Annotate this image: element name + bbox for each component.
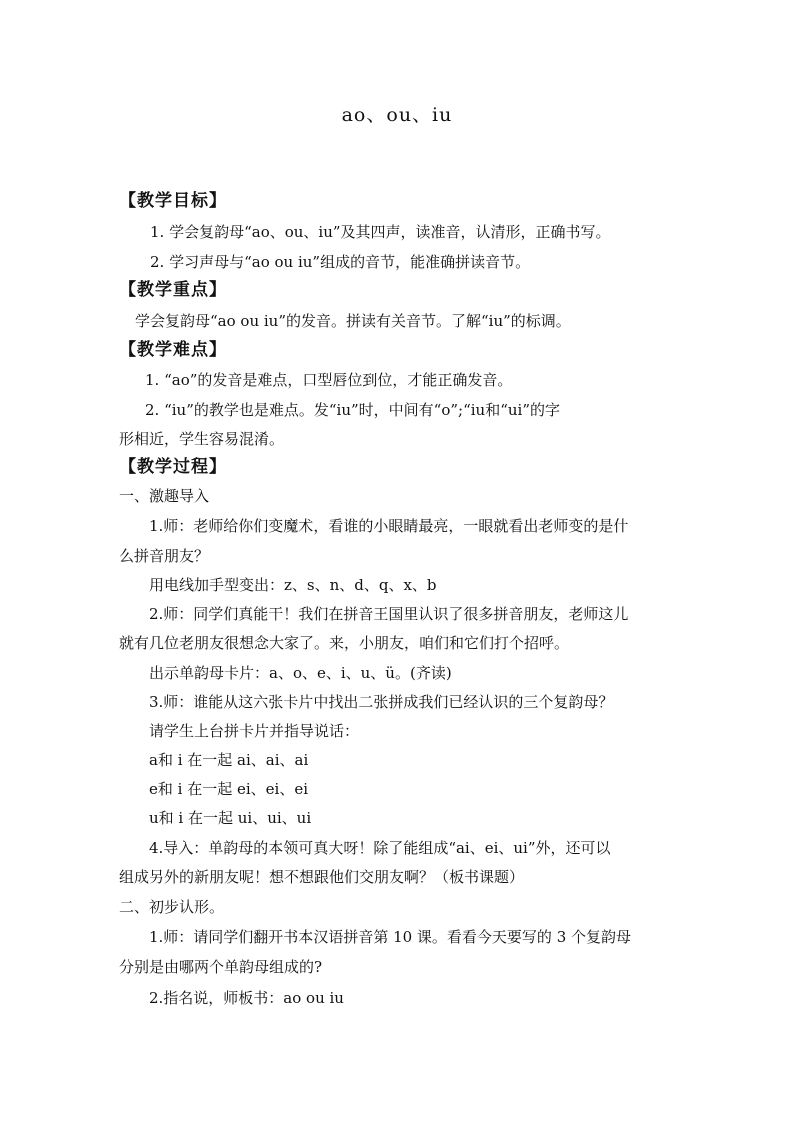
section1-line-3: 用电线加手型变出：z、s、n、d、q、x、b bbox=[149, 576, 437, 594]
objective-item-1: 1. 学会复韵母“ao、ou、iu”及其四声，读准音，认清形，正确书写。 bbox=[150, 223, 611, 241]
section1-line-5: 就有几位老朋友很想念大家了。来，小朋友，咱们和它们打个招呼。 bbox=[119, 634, 570, 652]
section1-line-9: a和 i 在一起 ai、ai、ai bbox=[149, 751, 309, 769]
section1-line-7: 3.师：谁能从这六张卡片中找出二张拼成我们已经认识的三个复韵母？ bbox=[149, 693, 614, 711]
section1-line-6: 出示单韵母卡片：a、o、e、i、u、ü。(齐读) bbox=[149, 664, 452, 682]
section1-line-4: 2.师：同学们真能干！我们在拼音王国里认识了很多拼音朋友，老师这儿 bbox=[149, 605, 629, 623]
difficulty-item-2: 2. “iu”的教学也是难点。发“iu”时，中间有“o”;“iu和“ui”的字 bbox=[145, 401, 561, 419]
section1-line-13: 组成另外的新朋友呢！想不想跟他们交朋友啊？（板书课题） bbox=[119, 868, 525, 886]
difficulties-heading: 【教学难点】 bbox=[119, 340, 227, 360]
objective-item-2: 2. 学习声母与“ao ou iu”组成的音节，能准确拼读音节。 bbox=[150, 253, 531, 271]
process-heading: 【教学过程】 bbox=[119, 457, 227, 477]
difficulty-item-2-cont: 形相近，学生容易混淆。 bbox=[119, 430, 285, 448]
difficulty-item-1: 1. “ao”的发音是难点，口型唇位到位，才能正确发音。 bbox=[145, 371, 513, 389]
objectives-heading: 【教学目标】 bbox=[119, 191, 227, 211]
section1-line-11: u和 i 在一起 ui、ui、ui bbox=[149, 809, 312, 827]
section1-line-1: 1.师：老师给你们变魔术，看谁的小眼睛最亮，一眼就看出老师变的是什 bbox=[149, 517, 629, 535]
section1-title: 一、激趣导入 bbox=[119, 487, 210, 505]
section2-line-3: 2.指名说，师板书：ao ou iu bbox=[149, 989, 344, 1007]
key-points-text: 学会复韵母“ao ou iu”的发音。拼读有关音节。了解“iu”的标调。 bbox=[135, 312, 571, 330]
key-points-heading: 【教学重点】 bbox=[119, 280, 227, 300]
section1-line-10: e和 i 在一起 ei、ei、ei bbox=[149, 780, 309, 798]
section2-line-1: 1.师：请同学们翻开书本汉语拼音第 10 课。看看今天要写的 3 个复韵母 bbox=[149, 928, 632, 946]
section2-title: 二、初步认形。 bbox=[119, 898, 225, 916]
section2-line-2: 分别是由哪两个单韵母组成的? bbox=[119, 958, 323, 976]
section1-line-12: 4.导入：单韵母的本领可真大呀！除了能组成“ai、ei、ui”外，还可以 bbox=[149, 839, 611, 857]
section1-line-2: 么拼音朋友？ bbox=[119, 547, 210, 565]
section1-line-8: 请学生上台拼卡片并指导说话： bbox=[149, 722, 360, 740]
page-title: ao、ou、iu bbox=[341, 104, 453, 126]
